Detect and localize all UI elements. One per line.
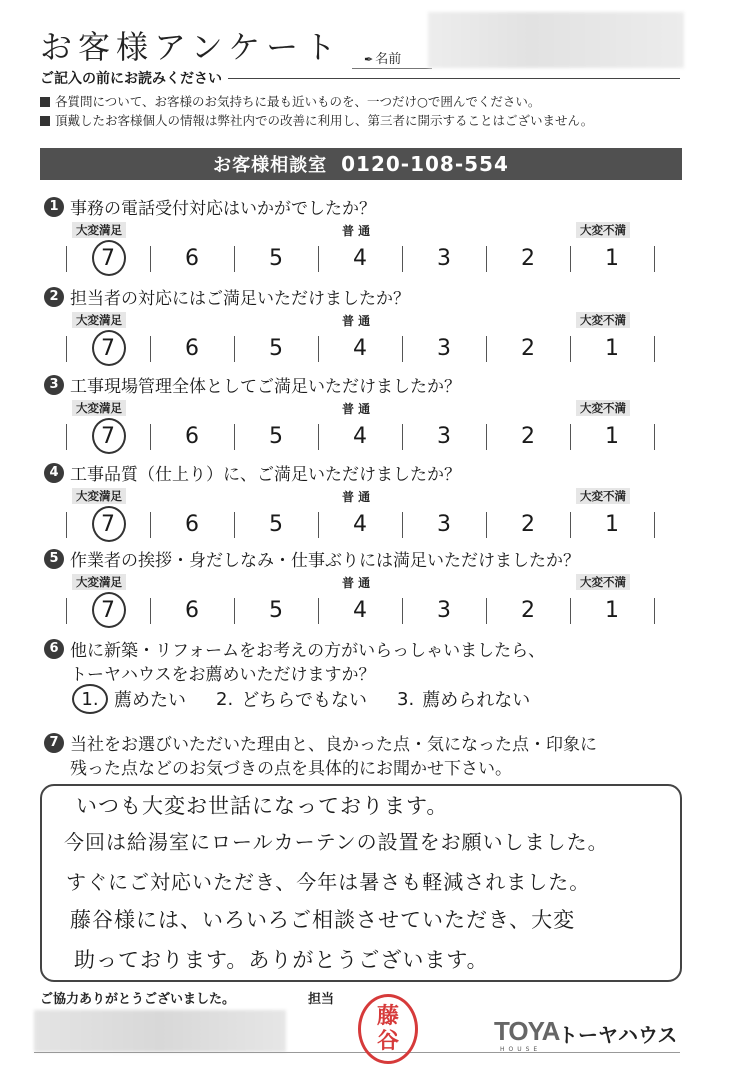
scale-low-label: 大変不満: [576, 222, 630, 238]
question-text: 作業者の挨拶・身だしなみ・仕事ぶりには満足いただけましたか？: [70, 551, 580, 571]
scale-option-3[interactable]: 3: [437, 246, 451, 271]
rating-scale: [66, 574, 660, 644]
question-2: [44, 284, 410, 309]
scale-option-1[interactable]: 1: [605, 512, 619, 537]
company-logo: [494, 1014, 677, 1054]
question-number-icon: 3: [44, 375, 64, 395]
scale-option-5[interactable]: 5: [269, 336, 283, 361]
question-number-icon: 4: [44, 463, 64, 483]
scale-option-4[interactable]: 4: [353, 246, 367, 271]
scale-divider: [654, 424, 655, 450]
scale-option-6[interactable]: 6: [185, 246, 199, 271]
scale-option-3[interactable]: 3: [437, 424, 451, 449]
question-number-icon: 6: [44, 639, 64, 659]
scale-option-2[interactable]: 2: [521, 336, 535, 361]
square-bullet-icon: [40, 116, 50, 126]
question-3: [44, 372, 461, 397]
scale-option-3[interactable]: 3: [437, 598, 451, 623]
scale-option-2[interactable]: 2: [521, 246, 535, 271]
name-seal-stamp: 藤 谷: [358, 994, 418, 1064]
survey-title: お客様アンケート: [40, 28, 343, 66]
scale-option-4[interactable]: 4: [353, 598, 367, 623]
scale-mid-label: 普 通: [342, 576, 371, 590]
scale-options: [66, 510, 660, 540]
scale-options: [66, 244, 660, 274]
scale-option-2[interactable]: 2: [521, 424, 535, 449]
scale-low-label: 大変不満: [576, 312, 630, 328]
notice-line-2: 頂戴したお客様個人の情報は弊社内での改善に利用し、第三者に開示することはございません。: [40, 111, 593, 129]
scale-option-5[interactable]: 5: [269, 512, 283, 537]
scale-options: [66, 334, 660, 364]
scale-high-label: 大変満足: [72, 312, 126, 328]
scale-option-1[interactable]: 1: [605, 598, 619, 623]
company-name: トーヤハウス: [558, 1025, 678, 1047]
scale-option-1[interactable]: 1: [605, 336, 619, 361]
scale-mid-label: 普 通: [342, 224, 371, 238]
scale-divider: [654, 512, 655, 538]
scale-mid-label: 普 通: [342, 402, 371, 416]
scale-divider: [654, 598, 655, 624]
question-text: 工事品質（仕上り）に、ご満足いただけましたか？: [70, 465, 461, 485]
scale-options: [66, 596, 660, 626]
question-text: 担当者の対応にはご満足いただけましたか？: [70, 289, 410, 309]
comment-line-4: 藤谷様には、いろいろご相談させていただき、大変: [70, 908, 576, 932]
consultation-banner: [40, 148, 682, 180]
question-7: [44, 730, 597, 755]
question-number-icon: 2: [44, 287, 64, 307]
option-recommend[interactable]: 1. 薦めたい: [72, 684, 186, 714]
scale-option-7[interactable]: 7: [66, 334, 150, 364]
recommend-options: [72, 684, 560, 714]
question-6-line-2: トーヤハウスをお薦めいただけますか？: [70, 665, 376, 685]
question-number-icon: 1: [44, 197, 64, 217]
signature-redacted: [34, 1010, 286, 1052]
scale-option-2[interactable]: 2: [521, 512, 535, 537]
selection-circle-mark: [92, 506, 126, 542]
scale-high-label: 大変満足: [72, 400, 126, 416]
selection-circle-mark: [92, 592, 126, 628]
scale-option-1[interactable]: 1: [605, 246, 619, 271]
scale-option-5[interactable]: 5: [269, 598, 283, 623]
scale-mid-label: 普 通: [342, 490, 371, 504]
notice-heading: ご記入の前にお読みください: [40, 68, 680, 88]
pen-icon: ✒: [364, 53, 374, 66]
scale-high-label: 大変満足: [72, 574, 126, 590]
selection-circle-mark: [92, 330, 126, 366]
question-4: [44, 460, 461, 485]
scale-option-3[interactable]: 3: [437, 336, 451, 361]
scale-option-6[interactable]: 6: [185, 598, 199, 623]
scale-option-4[interactable]: 4: [353, 424, 367, 449]
scale-option-7[interactable]: 7: [66, 596, 150, 626]
comment-line-5: 助っております。ありがとうございます。: [74, 948, 489, 972]
question-1: [44, 194, 376, 219]
scale-option-4[interactable]: 4: [353, 336, 367, 361]
question-number-icon: 7: [44, 733, 64, 753]
banner-label: お客様相談室: [213, 155, 328, 176]
name-label: ✒ 名前: [364, 52, 402, 67]
scale-low-label: 大変不満: [576, 574, 630, 590]
comment-line-2: 今回は給湯室にロールカーテンの設置をお願いしました。: [64, 830, 609, 854]
scale-low-label: 大変不満: [576, 488, 630, 504]
question-number-icon: 5: [44, 549, 64, 569]
scale-mid-label: 普 通: [342, 314, 371, 328]
option-neutral[interactable]: 2. どちらでもない: [216, 688, 368, 711]
scale-divider: [654, 246, 655, 272]
scale-option-6[interactable]: 6: [185, 512, 199, 537]
scale-high-label: 大変満足: [72, 222, 126, 238]
toya-logo-icon: TOYA HOUSE: [494, 1016, 560, 1053]
comment-line-3: すぐにご対応いただき、今年は暑さも軽減されました。: [66, 870, 591, 894]
question-text: 工事現場管理全体としてご満足いただけましたか？: [70, 377, 461, 397]
thanks-text: ご協力ありがとうございました。: [40, 992, 236, 1007]
scale-divider: [654, 336, 655, 362]
question-7-line-2: 残った点などのお気づきの点を具体的にお聞かせ下さい。: [70, 759, 512, 779]
scale-low-label: 大変不満: [576, 400, 630, 416]
selection-circle-mark: [92, 240, 126, 276]
scale-option-7[interactable]: 7: [66, 244, 150, 274]
selection-circle-mark: [92, 418, 126, 454]
notice-rule: [228, 78, 680, 79]
question-7-line-1: 当社をお選びいただいた理由と、良かった点・気になった点・印象に: [70, 735, 597, 755]
selection-circle-mark: 1.: [72, 684, 108, 714]
scale-option-7[interactable]: 7: [66, 422, 150, 452]
scale-option-6[interactable]: 6: [185, 336, 199, 361]
question-6: [44, 636, 545, 661]
scale-option-6[interactable]: 6: [185, 424, 199, 449]
scale-high-label: 大変満足: [72, 488, 126, 504]
option-not-recommend[interactable]: 3. 薦められない: [397, 688, 531, 711]
notice-line-1: 各質問について、お客様のお気持ちに最も近いものを、一つだけ○で囲んでください。: [40, 92, 540, 110]
rating-scale: [66, 222, 660, 292]
question-6-line-1: 他に新築・リフォームをお考えの方がいらっしゃいましたら、: [70, 641, 546, 661]
scale-option-5[interactable]: 5: [269, 424, 283, 449]
name-field-redacted: [428, 12, 684, 68]
comment-line-1: いつも大変お世話になっております。: [76, 794, 449, 818]
scale-option-5[interactable]: 5: [269, 246, 283, 271]
scale-option-4[interactable]: 4: [353, 512, 367, 537]
question-5: [44, 546, 580, 571]
question-text: 事務の電話受付対応はいかがでしたか？: [70, 199, 376, 219]
scale-option-3[interactable]: 3: [437, 512, 451, 537]
scale-option-7[interactable]: 7: [66, 510, 150, 540]
staff-label: 担当: [308, 992, 335, 1007]
scale-option-2[interactable]: 2: [521, 598, 535, 623]
square-bullet-icon: [40, 97, 50, 107]
banner-phone: 0120-108-554: [341, 152, 509, 176]
scale-options: [66, 422, 660, 452]
scale-option-1[interactable]: 1: [605, 424, 619, 449]
